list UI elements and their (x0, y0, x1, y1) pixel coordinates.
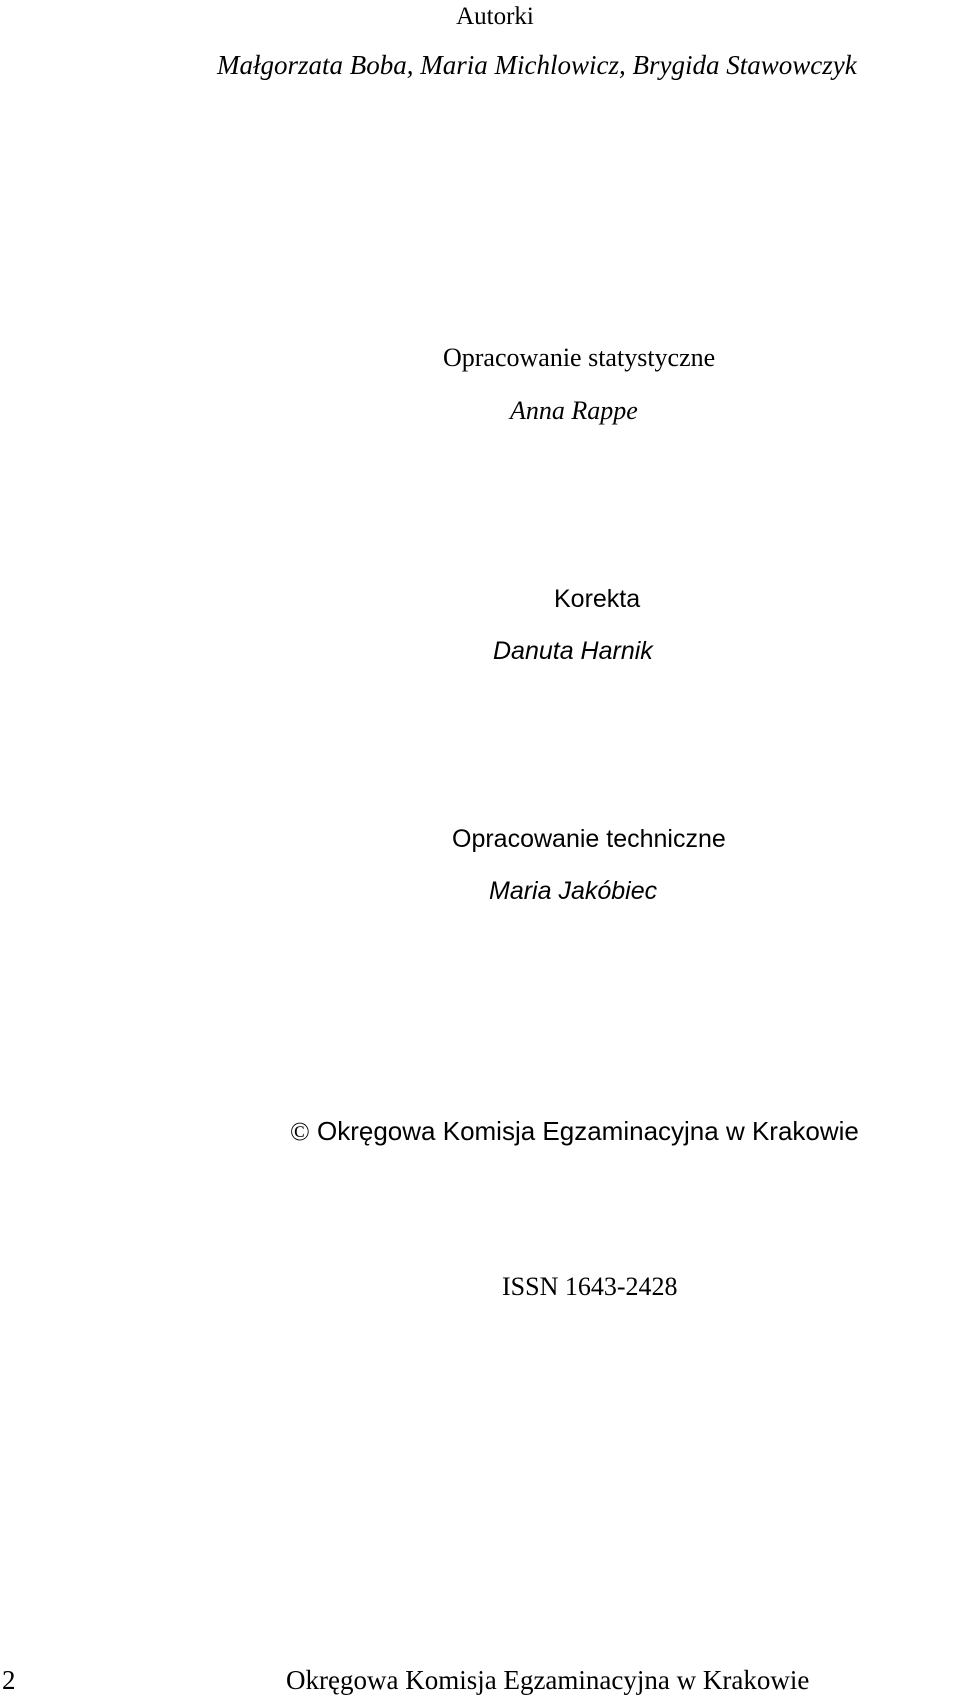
footer-text: Okręgowa Komisja Egzaminacyjna w Krakowie (286, 1665, 810, 1695)
technical-heading: Opracowanie techniczne (452, 825, 726, 853)
technical-name: Maria Jakóbiec (489, 877, 658, 905)
footer-page-number: 2 (2, 1665, 16, 1695)
issn: ISSN 1643-2428 (502, 1272, 678, 1301)
authors-heading: Autorki (456, 3, 534, 30)
copyright-symbol: © (290, 1117, 310, 1146)
statistics-heading: Opracowanie statystyczne (443, 343, 716, 372)
copyright-line (290, 1118, 859, 1145)
statistics-name: Anna Rappe (510, 396, 638, 425)
proofreading-heading: Korekta (554, 585, 641, 613)
proofreading-name: Danuta Harnik (493, 637, 653, 665)
authors-names: Małgorzata Boba, Maria Michlowicz, Brygida Stawowczyk (217, 50, 857, 80)
copyright-holder: Okręgowa Komisja Egzaminacyjna w Krakowie (317, 1116, 859, 1146)
